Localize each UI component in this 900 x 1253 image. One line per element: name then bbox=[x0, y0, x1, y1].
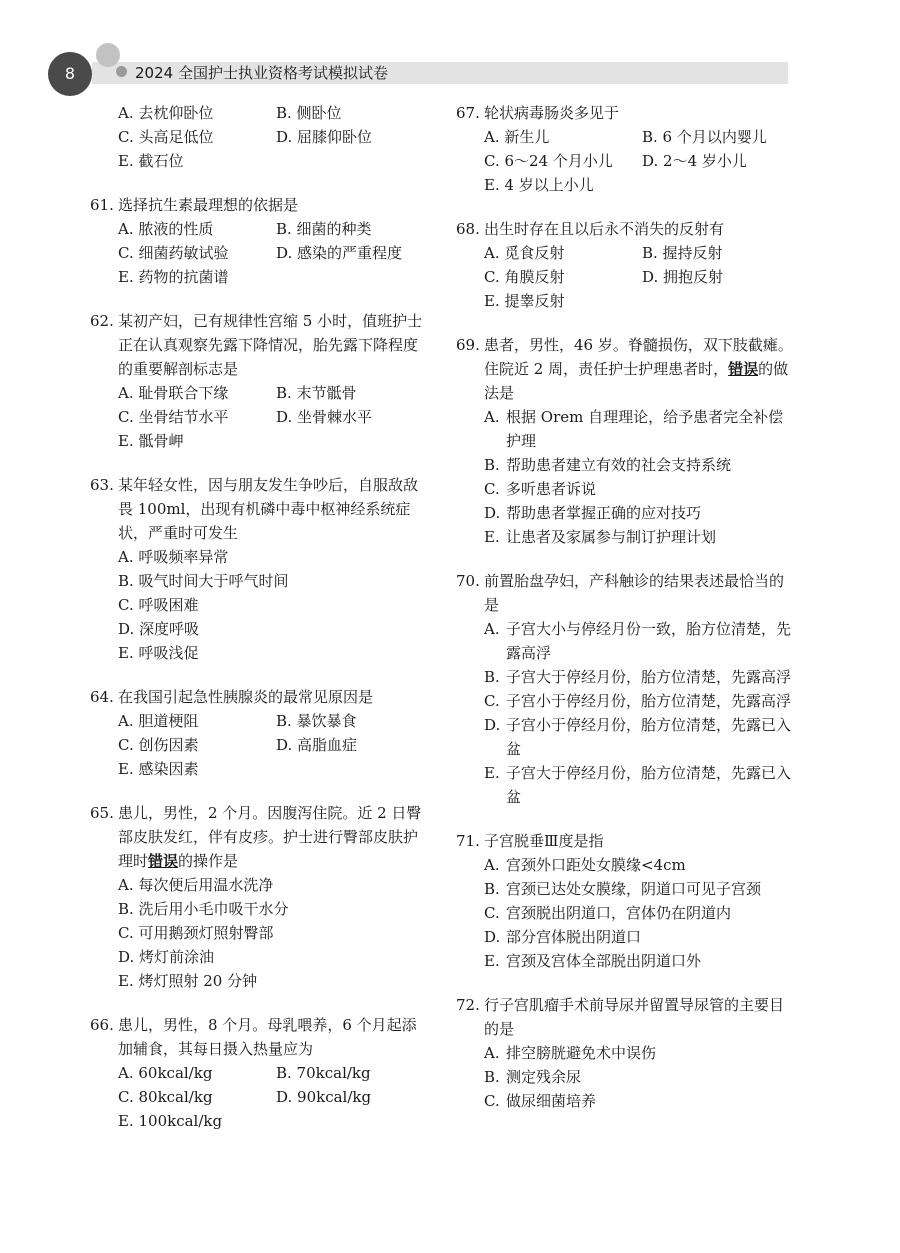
option-c: C. 细菌药敏试验 bbox=[118, 244, 229, 262]
options bbox=[456, 405, 796, 549]
option-c: C. 6～24 个月小儿 bbox=[484, 152, 613, 170]
options bbox=[456, 853, 796, 973]
option-d: D. 感染的严重程度 bbox=[276, 244, 403, 262]
option-d: D. 烤灯前涂油 bbox=[118, 948, 215, 966]
question-67 bbox=[456, 101, 796, 197]
option-text: 子宫小于停经月份，胎方位清楚，先露高浮 bbox=[506, 692, 792, 710]
option-b: B. 70kcal/kg bbox=[276, 1064, 371, 1082]
question-number: 67. bbox=[456, 104, 480, 122]
option-text: 部分宫体脱出阴道口 bbox=[506, 928, 642, 946]
question-62 bbox=[90, 309, 430, 453]
options bbox=[90, 545, 430, 665]
option-d: D. 屈膝仰卧位 bbox=[276, 128, 373, 146]
option-letter: E. bbox=[484, 528, 500, 546]
stem-text-before: 患者，男性，46 岁。脊髓损伤，双下肢截瘫。住院近 2 周，责任护士护理患者时， bbox=[484, 336, 793, 378]
option-e: E. 呼吸浅促 bbox=[118, 644, 199, 662]
question-stem: 在我国引起急性胰腺炎的最常见原因是 bbox=[118, 688, 374, 706]
option-e: E. 烤灯照射 20 分钟 bbox=[118, 972, 258, 990]
option-letter: A. bbox=[484, 856, 500, 874]
option-letter: A. bbox=[484, 1044, 500, 1062]
option-text: 根据 Orem 自理理论，给予患者完全补偿护理 bbox=[506, 408, 784, 450]
option-a: A. 每次便后用温水洗净 bbox=[118, 876, 274, 894]
option-a bbox=[484, 853, 796, 877]
stem-text-before: 患儿，男性，2 个月。因腹泻住院。近 2 日臀部皮肤发红，伴有皮疹。护士进行臀部皮肤护理时 bbox=[118, 804, 422, 870]
option-e: E. 药物的抗菌谱 bbox=[118, 268, 229, 286]
option-e: E. 100kcal/kg bbox=[118, 1112, 223, 1130]
options bbox=[90, 1061, 430, 1133]
option-d: D. 2～4 岁小儿 bbox=[642, 152, 747, 170]
option-letter: C. bbox=[484, 904, 500, 922]
option-a: A. 新生儿 bbox=[484, 128, 550, 146]
option-c bbox=[484, 689, 796, 713]
option-c: C. 角膜反射 bbox=[484, 268, 565, 286]
option-a bbox=[484, 617, 796, 665]
options bbox=[456, 1041, 796, 1113]
option-text: 多听患者诉说 bbox=[506, 480, 597, 498]
question-number: 62. bbox=[90, 312, 114, 330]
option-text: 子宫大于停经月份，胎方位清楚，先露高浮 bbox=[506, 668, 792, 686]
option-letter: A. bbox=[484, 408, 500, 426]
question-60-continued bbox=[90, 101, 430, 173]
question-stem: 某初产妇，已有规律性宫缩 5 小时，值班护士正在认真观察先露下降情况，胎先露下降程度的重要解剖标志是 bbox=[118, 312, 423, 378]
question-number: 68. bbox=[456, 220, 480, 238]
stem-text-after: 的做法是 bbox=[484, 360, 789, 402]
option-b: B. 洗后用小毛巾吸干水分 bbox=[118, 900, 289, 918]
option-letter: D. bbox=[484, 504, 501, 522]
option-b: B. 暴饮暴食 bbox=[276, 712, 357, 730]
option-a: A. 呼吸频率异常 bbox=[118, 548, 229, 566]
stem-emphasis: 错误 bbox=[148, 852, 179, 870]
option-e: E. 感染因素 bbox=[118, 760, 199, 778]
question-stem: 行子宫肌瘤手术前导尿并留置导尿管的主要目的是 bbox=[484, 996, 785, 1038]
option-d: D. 坐骨棘水平 bbox=[276, 408, 373, 426]
option-b bbox=[484, 877, 796, 901]
option-letter: B. bbox=[484, 880, 500, 898]
header-decoration-dot bbox=[116, 66, 127, 77]
option-letter: B. bbox=[484, 1068, 500, 1086]
question-stem: 某年轻女性，因与朋友发生争吵后，自服敌敌畏 100ml，出现有机磷中毒中枢神经系统症状，严重时可发生 bbox=[118, 476, 419, 542]
option-c bbox=[484, 1089, 796, 1113]
question-number: 71. bbox=[456, 832, 480, 850]
option-d: D. 高脂血症 bbox=[276, 736, 358, 754]
question-number: 72. bbox=[456, 996, 480, 1014]
option-letter: A. bbox=[484, 620, 500, 638]
question-number: 63. bbox=[90, 476, 114, 494]
options bbox=[90, 217, 430, 289]
question-70 bbox=[456, 569, 796, 809]
option-text: 子宫小于停经月份，胎方位清楚，先露已入盆 bbox=[506, 716, 792, 758]
option-a bbox=[484, 405, 796, 453]
question-number: 61. bbox=[90, 196, 114, 214]
header-decoration-circle bbox=[96, 43, 120, 67]
option-d bbox=[484, 925, 796, 949]
option-e: E. 骶骨岬 bbox=[118, 432, 184, 450]
question-65 bbox=[90, 801, 430, 993]
option-d bbox=[484, 713, 796, 761]
option-c: C. 创伤因素 bbox=[118, 736, 199, 754]
right-column bbox=[456, 101, 796, 1133]
stem-text-after: 的操作是 bbox=[178, 852, 239, 870]
question-63 bbox=[90, 473, 430, 665]
question-stem: 前置胎盘孕妇，产科触诊的结果表述最恰当的是 bbox=[484, 572, 785, 614]
question-stem bbox=[484, 333, 796, 405]
option-text: 宫颈及宫体全部脱出阴道口外 bbox=[506, 952, 702, 970]
question-stem: 患儿，男性，8 个月。母乳喂养，6 个月起添加辅食，其每日摄入热量应为 bbox=[118, 1016, 417, 1058]
option-a: A. 60kcal/kg bbox=[118, 1064, 213, 1082]
option-b bbox=[484, 1065, 796, 1089]
question-number: 64. bbox=[90, 688, 114, 706]
option-e: E. 截石位 bbox=[118, 152, 184, 170]
question-68 bbox=[456, 217, 796, 313]
options bbox=[90, 709, 430, 781]
option-text: 测定残余尿 bbox=[506, 1068, 582, 1086]
option-letter: B. bbox=[484, 456, 500, 474]
option-c: C. 80kcal/kg bbox=[118, 1088, 213, 1106]
option-letter: C. bbox=[484, 1092, 500, 1110]
option-e: E. 4 岁以上小儿 bbox=[484, 176, 594, 194]
option-e bbox=[484, 761, 796, 809]
page-number: 8 bbox=[64, 64, 76, 83]
options bbox=[456, 241, 796, 313]
question-66 bbox=[90, 1013, 430, 1133]
option-text: 子宫大于停经月份，胎方位清楚，先露已入盆 bbox=[506, 764, 792, 806]
option-text: 宫颈已达处女膜缘，阴道口可见子宫颈 bbox=[506, 880, 762, 898]
option-c: C. 坐骨结节水平 bbox=[118, 408, 229, 426]
option-b bbox=[484, 453, 796, 477]
stem-emphasis: 错误 bbox=[728, 360, 759, 378]
running-title: 2024 全国护士执业资格考试模拟试卷 bbox=[135, 64, 388, 82]
option-d: D. 深度呼吸 bbox=[118, 620, 200, 638]
option-letter: C. bbox=[484, 480, 500, 498]
option-text: 宫颈外口距处女膜缘<4cm bbox=[506, 856, 686, 874]
option-text: 宫颈脱出阴道口，宫体仍在阴道内 bbox=[506, 904, 732, 922]
option-text: 让患者及家属参与制订护理计划 bbox=[506, 528, 717, 546]
option-b: B. 握持反射 bbox=[642, 244, 723, 262]
question-stem: 子宫脱垂Ⅲ度是指 bbox=[484, 832, 604, 850]
option-e: E. 提睾反射 bbox=[484, 292, 565, 310]
option-text: 做尿细菌培养 bbox=[506, 1092, 597, 1110]
option-b bbox=[484, 665, 796, 689]
question-71 bbox=[456, 829, 796, 973]
question-number: 65. bbox=[90, 804, 114, 822]
option-c: C. 呼吸困难 bbox=[118, 596, 199, 614]
option-letter: E. bbox=[484, 764, 500, 782]
options bbox=[456, 125, 796, 197]
option-b: B. 细菌的种类 bbox=[276, 220, 372, 238]
question-stem: 轮状病毒肠炎多见于 bbox=[484, 104, 620, 122]
options bbox=[456, 617, 796, 809]
option-b: B. 侧卧位 bbox=[276, 104, 342, 122]
option-c: C. 头高足低位 bbox=[118, 128, 214, 146]
option-text: 排空膀胱避免术中误伤 bbox=[506, 1044, 657, 1062]
option-letter: E. bbox=[484, 952, 500, 970]
option-text: 帮助患者掌握正确的应对技巧 bbox=[506, 504, 702, 522]
question-number: 69. bbox=[456, 336, 480, 354]
question-64 bbox=[90, 685, 430, 781]
option-a: A. 胆道梗阻 bbox=[118, 712, 199, 730]
option-b: B. 吸气时间大于呼气时间 bbox=[118, 572, 289, 590]
option-a bbox=[484, 1041, 796, 1065]
option-letter: D. bbox=[484, 716, 501, 734]
option-b: B. 末节骶骨 bbox=[276, 384, 357, 402]
question-stem: 出生时存在且以后永不消失的反射有 bbox=[484, 220, 725, 238]
option-b: B. 6 个月以内婴儿 bbox=[642, 128, 767, 146]
question-number: 66. bbox=[90, 1016, 114, 1034]
option-d bbox=[484, 501, 796, 525]
question-69 bbox=[456, 333, 796, 549]
options bbox=[90, 381, 430, 453]
question-stem: 选择抗生素最理想的依据是 bbox=[118, 196, 299, 214]
option-letter: D. bbox=[484, 928, 501, 946]
option-text: 子宫大小与停经月份一致，胎方位清楚，先露高浮 bbox=[506, 620, 792, 662]
option-e bbox=[484, 525, 796, 549]
option-e bbox=[484, 949, 796, 973]
question-number: 70. bbox=[456, 572, 480, 590]
question-72 bbox=[456, 993, 796, 1113]
left-column bbox=[90, 101, 430, 1153]
option-d: D. 90kcal/kg bbox=[276, 1088, 372, 1106]
option-a: A. 耻骨联合下缘 bbox=[118, 384, 229, 402]
option-c: C. 可用鹅颈灯照射臀部 bbox=[118, 924, 274, 942]
option-a: A. 去枕仰卧位 bbox=[118, 104, 214, 122]
option-d: D. 拥抱反射 bbox=[642, 268, 724, 286]
option-text: 帮助患者建立有效的社会支持系统 bbox=[506, 456, 732, 474]
option-a: A. 脓液的性质 bbox=[118, 220, 214, 238]
question-61 bbox=[90, 193, 430, 289]
question-stem bbox=[118, 801, 430, 873]
option-a: A. 觅食反射 bbox=[484, 244, 565, 262]
option-letter: B. bbox=[484, 668, 500, 686]
option-c bbox=[484, 901, 796, 925]
options bbox=[90, 873, 430, 993]
option-letter: C. bbox=[484, 692, 500, 710]
option-c bbox=[484, 477, 796, 501]
options bbox=[90, 101, 430, 173]
